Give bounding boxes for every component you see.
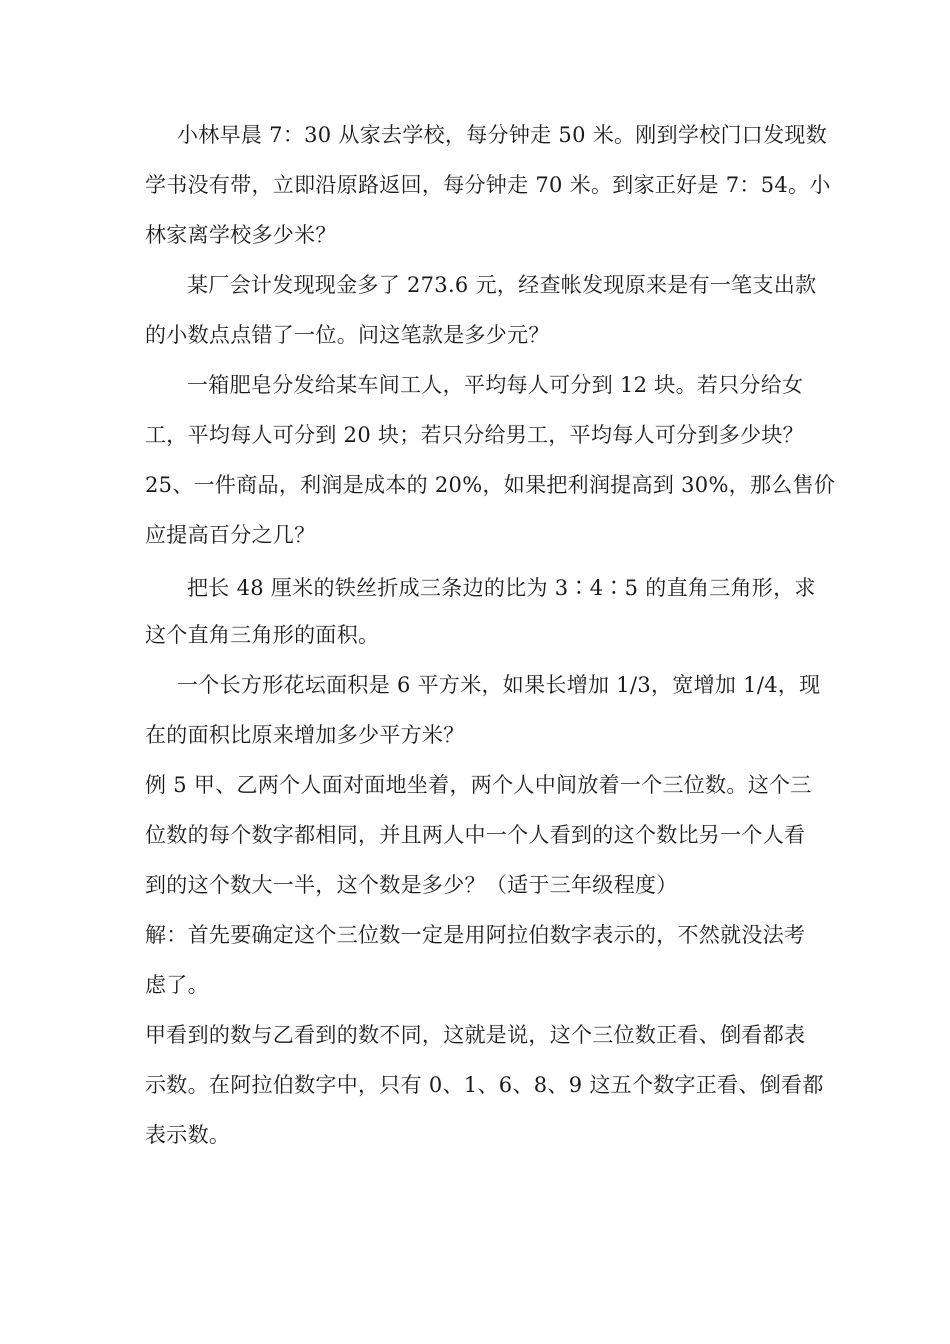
paragraph-1-line-3: 林家离学校多少米？: [145, 223, 337, 247]
solution-line-1: 解：首先要确定这个三位数一定是用阿拉伯数字表示的，不然就没法考: [145, 923, 806, 947]
paragraph-3-line-2: 工，平均每人可分到 20 块；若只分给男工，平均每人可分到多少块？: [145, 423, 804, 447]
explanation-line-1: 甲看到的数与乙看到的数不同，这就是说，这个三位数正看、倒看都表: [145, 1023, 806, 1047]
paragraph-2-line-1: 某厂会计发现现金多了 273.6 元，经查帐发现原来是有一笔支出款: [187, 273, 817, 297]
explanation-line-2: 示数。在阿拉伯数字中，只有 0、1、6、8、9 这五个数字正看、倒看都: [145, 1073, 824, 1097]
explanation-line-3: 表示数。: [145, 1123, 231, 1147]
paragraph-5-line-2: 这个直角三角形的面积。: [145, 623, 380, 647]
example-5-line-2: 位数的每个数字都相同，并且两人中一个人看到的这个数比另一个人看: [145, 823, 806, 847]
paragraph-4-line-1: 25、一件商品，利润是成本的 20%，如果把利润提高到 30%，那么售价: [145, 473, 836, 497]
paragraph-4-line-2: 应提高百分之几？: [145, 523, 316, 547]
paragraph-1-line-1: 小林早晨 7：30 从家去学校，每分钟走 50 米。刚到学校门口发现数: [177, 123, 828, 147]
paragraph-2-line-2: 的小数点点错了一位。问这笔款是多少元？: [145, 323, 550, 347]
paragraph-1-line-2: 学书没有带，立即沿原路返回，每分钟走 70 米。到家正好是 7：54。小: [145, 173, 831, 197]
example-5-line-3: 到的这个数大一半，这个数是多少？（适于三年级程度）: [145, 873, 678, 897]
paragraph-6-line-2: 在的面积比原来增加多少平方米？: [145, 723, 465, 747]
solution-line-2: 虑了。: [145, 973, 209, 997]
paragraph-6-line-1: 一个长方形花坛面积是 6 平方米，如果长增加 1/3，宽增加 1/4，现: [177, 673, 821, 697]
paragraph-3-line-1: 一箱肥皂分发给某车间工人，平均每人可分到 12 块。若只分给女: [187, 373, 804, 397]
paragraph-5-line-1: 把长 48 厘米的铁丝折成三条边的比为 3∶4∶5 的直角三角形，求: [187, 576, 816, 600]
example-5-line-1: 例 5 甲、乙两个人面对面地坐着，两个人中间放着一个三位数。这个三: [145, 773, 812, 797]
